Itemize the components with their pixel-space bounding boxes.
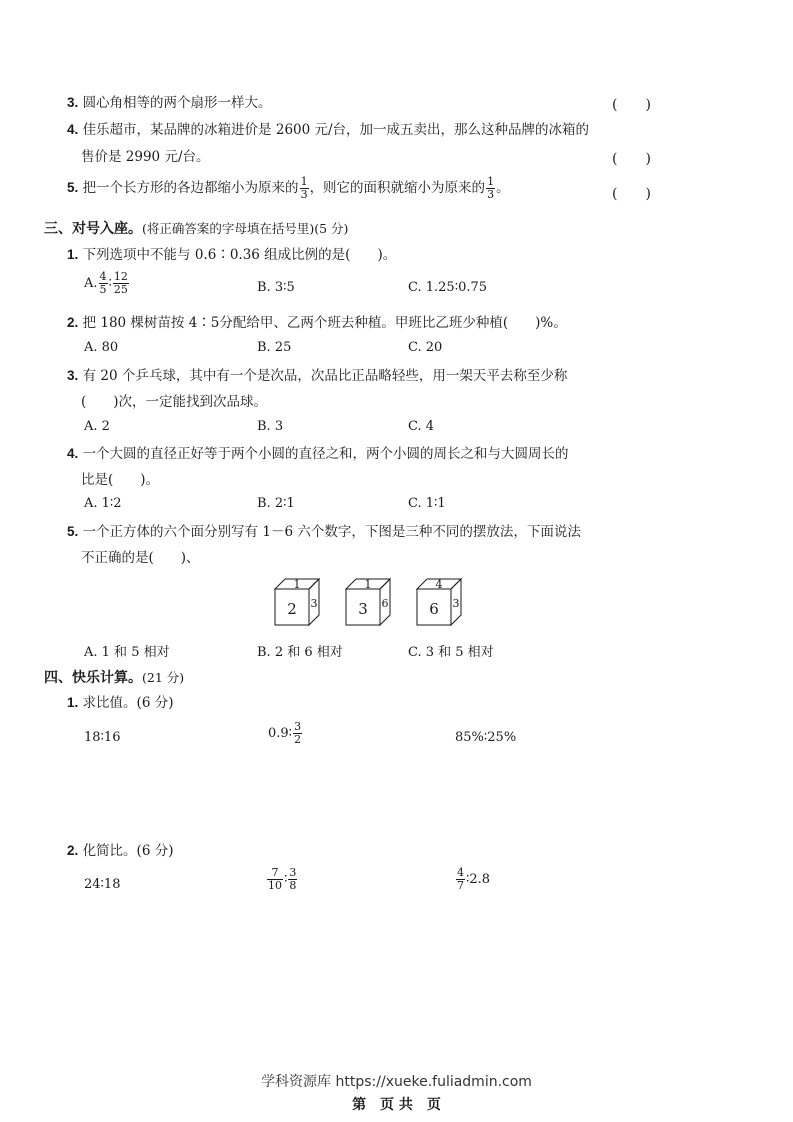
option-c[interactable]: C. 4: [408, 419, 435, 434]
option-a[interactable]: A. 1 和 5 相对: [84, 645, 170, 660]
expression: 85%∶25%: [455, 730, 517, 745]
question-number: 2.: [67, 843, 79, 858]
question-number: 4.: [67, 446, 79, 461]
section-title: 四、快乐计算。: [44, 670, 142, 686]
choice-q5-line2: 不正确的是( )、: [81, 550, 200, 566]
page-number: 第 页 共 页: [352, 1097, 441, 1113]
option-c[interactable]: C. 3 和 5 相对: [408, 645, 494, 660]
svg-text:3: 3: [452, 597, 460, 610]
judge-q4-line2: 售价是 2990 元/台。: [81, 149, 210, 165]
section-3-heading: [44, 218, 348, 238]
answer-paren[interactable]: ( ): [612, 151, 651, 167]
answer-paren[interactable]: ( ): [612, 186, 651, 202]
choice-q1: [67, 246, 396, 264]
svg-text:6: 6: [381, 597, 389, 610]
question-number: 1.: [67, 695, 79, 710]
question-number: 5.: [67, 524, 79, 539]
question-text: 求比值。(6 分): [82, 695, 174, 711]
question-number: 2.: [67, 315, 79, 330]
judge-q5: [67, 176, 510, 201]
question-text: 下列选项中不能与 0.6∶0.36 组成比例的是( )。: [82, 247, 397, 263]
choice-q5: [67, 523, 581, 541]
question-text: 化简比。(6 分): [82, 843, 174, 859]
cube-2: [346, 578, 390, 625]
fraction: $\frac{1}{3}$: [487, 175, 495, 201]
question-text: 一个正方体的六个面分别写有 1－6 六个数字，下图是三种不同的摆放法，下面说法: [82, 524, 581, 540]
question-text: ，则它的面积就缩小为原来的: [309, 180, 486, 196]
section-title: 三、对号入座。: [44, 221, 142, 237]
svg-text:6: 6: [429, 600, 439, 618]
choice-q4: [67, 445, 569, 463]
expression: 24∶18: [84, 877, 121, 892]
svg-text:4: 4: [435, 578, 443, 591]
question-number: 5.: [67, 180, 79, 195]
option-a[interactable]: A. $\frac{4}{5}$ ∶ $\frac{12}{25}$: [84, 270, 128, 296]
svg-text:3: 3: [358, 600, 368, 618]
option-b[interactable]: B. 2∶1: [257, 496, 295, 511]
svg-text:2: 2: [287, 600, 297, 618]
section-note: (21 分): [142, 670, 185, 685]
question-number: 3.: [67, 368, 79, 383]
option-c[interactable]: C. 20: [408, 340, 443, 355]
expression: 0.9∶ $\frac{3}{2}$: [268, 720, 302, 746]
cube-figure: [270, 574, 470, 630]
expression: $\frac{4}{7}$ ∶2.8: [457, 866, 491, 892]
judge-q4: [67, 121, 589, 139]
option-b[interactable]: B. 2 和 6 相对: [257, 645, 343, 660]
expression: 18∶16: [84, 730, 121, 745]
question-number: 4.: [67, 122, 79, 137]
judge-q3: [67, 94, 272, 112]
choice-q2: [67, 314, 567, 332]
question-number: 1.: [67, 247, 79, 262]
question-text: 把一个长方形的各边都缩小为原来的: [82, 180, 299, 196]
question-text: 圆心角相等的两个扇形一样大。: [82, 95, 272, 111]
source-footer: 学科资源库 https://xueke.fuliadmin.com: [261, 1074, 532, 1090]
choice-q3: [67, 367, 567, 385]
option-b[interactable]: B. 3∶5: [257, 280, 295, 295]
question-text: 。: [496, 180, 510, 196]
section-4-heading: [44, 667, 184, 687]
svg-text:1: 1: [293, 578, 301, 591]
answer-paren[interactable]: ( ): [612, 97, 651, 113]
choice-q3-line2: ( )次，一定能找到次品球。: [81, 394, 268, 410]
section-note: (将正确答案的字母填在括号里)(5 分): [142, 221, 349, 236]
option-b[interactable]: B. 3: [257, 419, 284, 434]
option-c[interactable]: C. 1∶1: [408, 496, 446, 511]
fraction: $\frac{1}{3}$: [300, 175, 308, 201]
option-a[interactable]: A. 80: [84, 340, 119, 355]
option-b[interactable]: B. 25: [257, 340, 292, 355]
calc-q2: [67, 842, 173, 860]
question-text: 把 180 棵树苗按 4∶5分配给甲、乙两个班去种植。甲班比乙班少种植( )%。: [82, 315, 567, 331]
calc-q1: [67, 694, 173, 712]
expression: $\frac{7}{10}$ ∶ $\frac{3}{8}$: [268, 866, 297, 892]
question-text: 一个大圆的直径正好等于两个小圆的直径之和，两个小圆的周长之和与大圆周长的: [82, 446, 569, 462]
question-text: 佳乐超市，某品牌的冰箱进价是 2600 元/台，加一成五卖出，那么这种品牌的冰箱的: [82, 122, 590, 138]
svg-text:3: 3: [310, 597, 318, 610]
question-number: 3.: [67, 95, 79, 110]
option-a[interactable]: A. 1∶2: [84, 496, 122, 511]
svg-text:1: 1: [364, 578, 372, 591]
option-a[interactable]: A. 2: [84, 419, 110, 434]
cube-3: [417, 578, 461, 625]
option-c[interactable]: C. 1.25∶0.75: [408, 280, 488, 295]
choice-q4-line2: 比是( )。: [81, 472, 160, 488]
cube-1: [275, 578, 319, 625]
question-text: 有 20 个乒乓球，其中有一个是次品，次品比正品略轻些，用一架天平去称至少称: [82, 368, 568, 384]
